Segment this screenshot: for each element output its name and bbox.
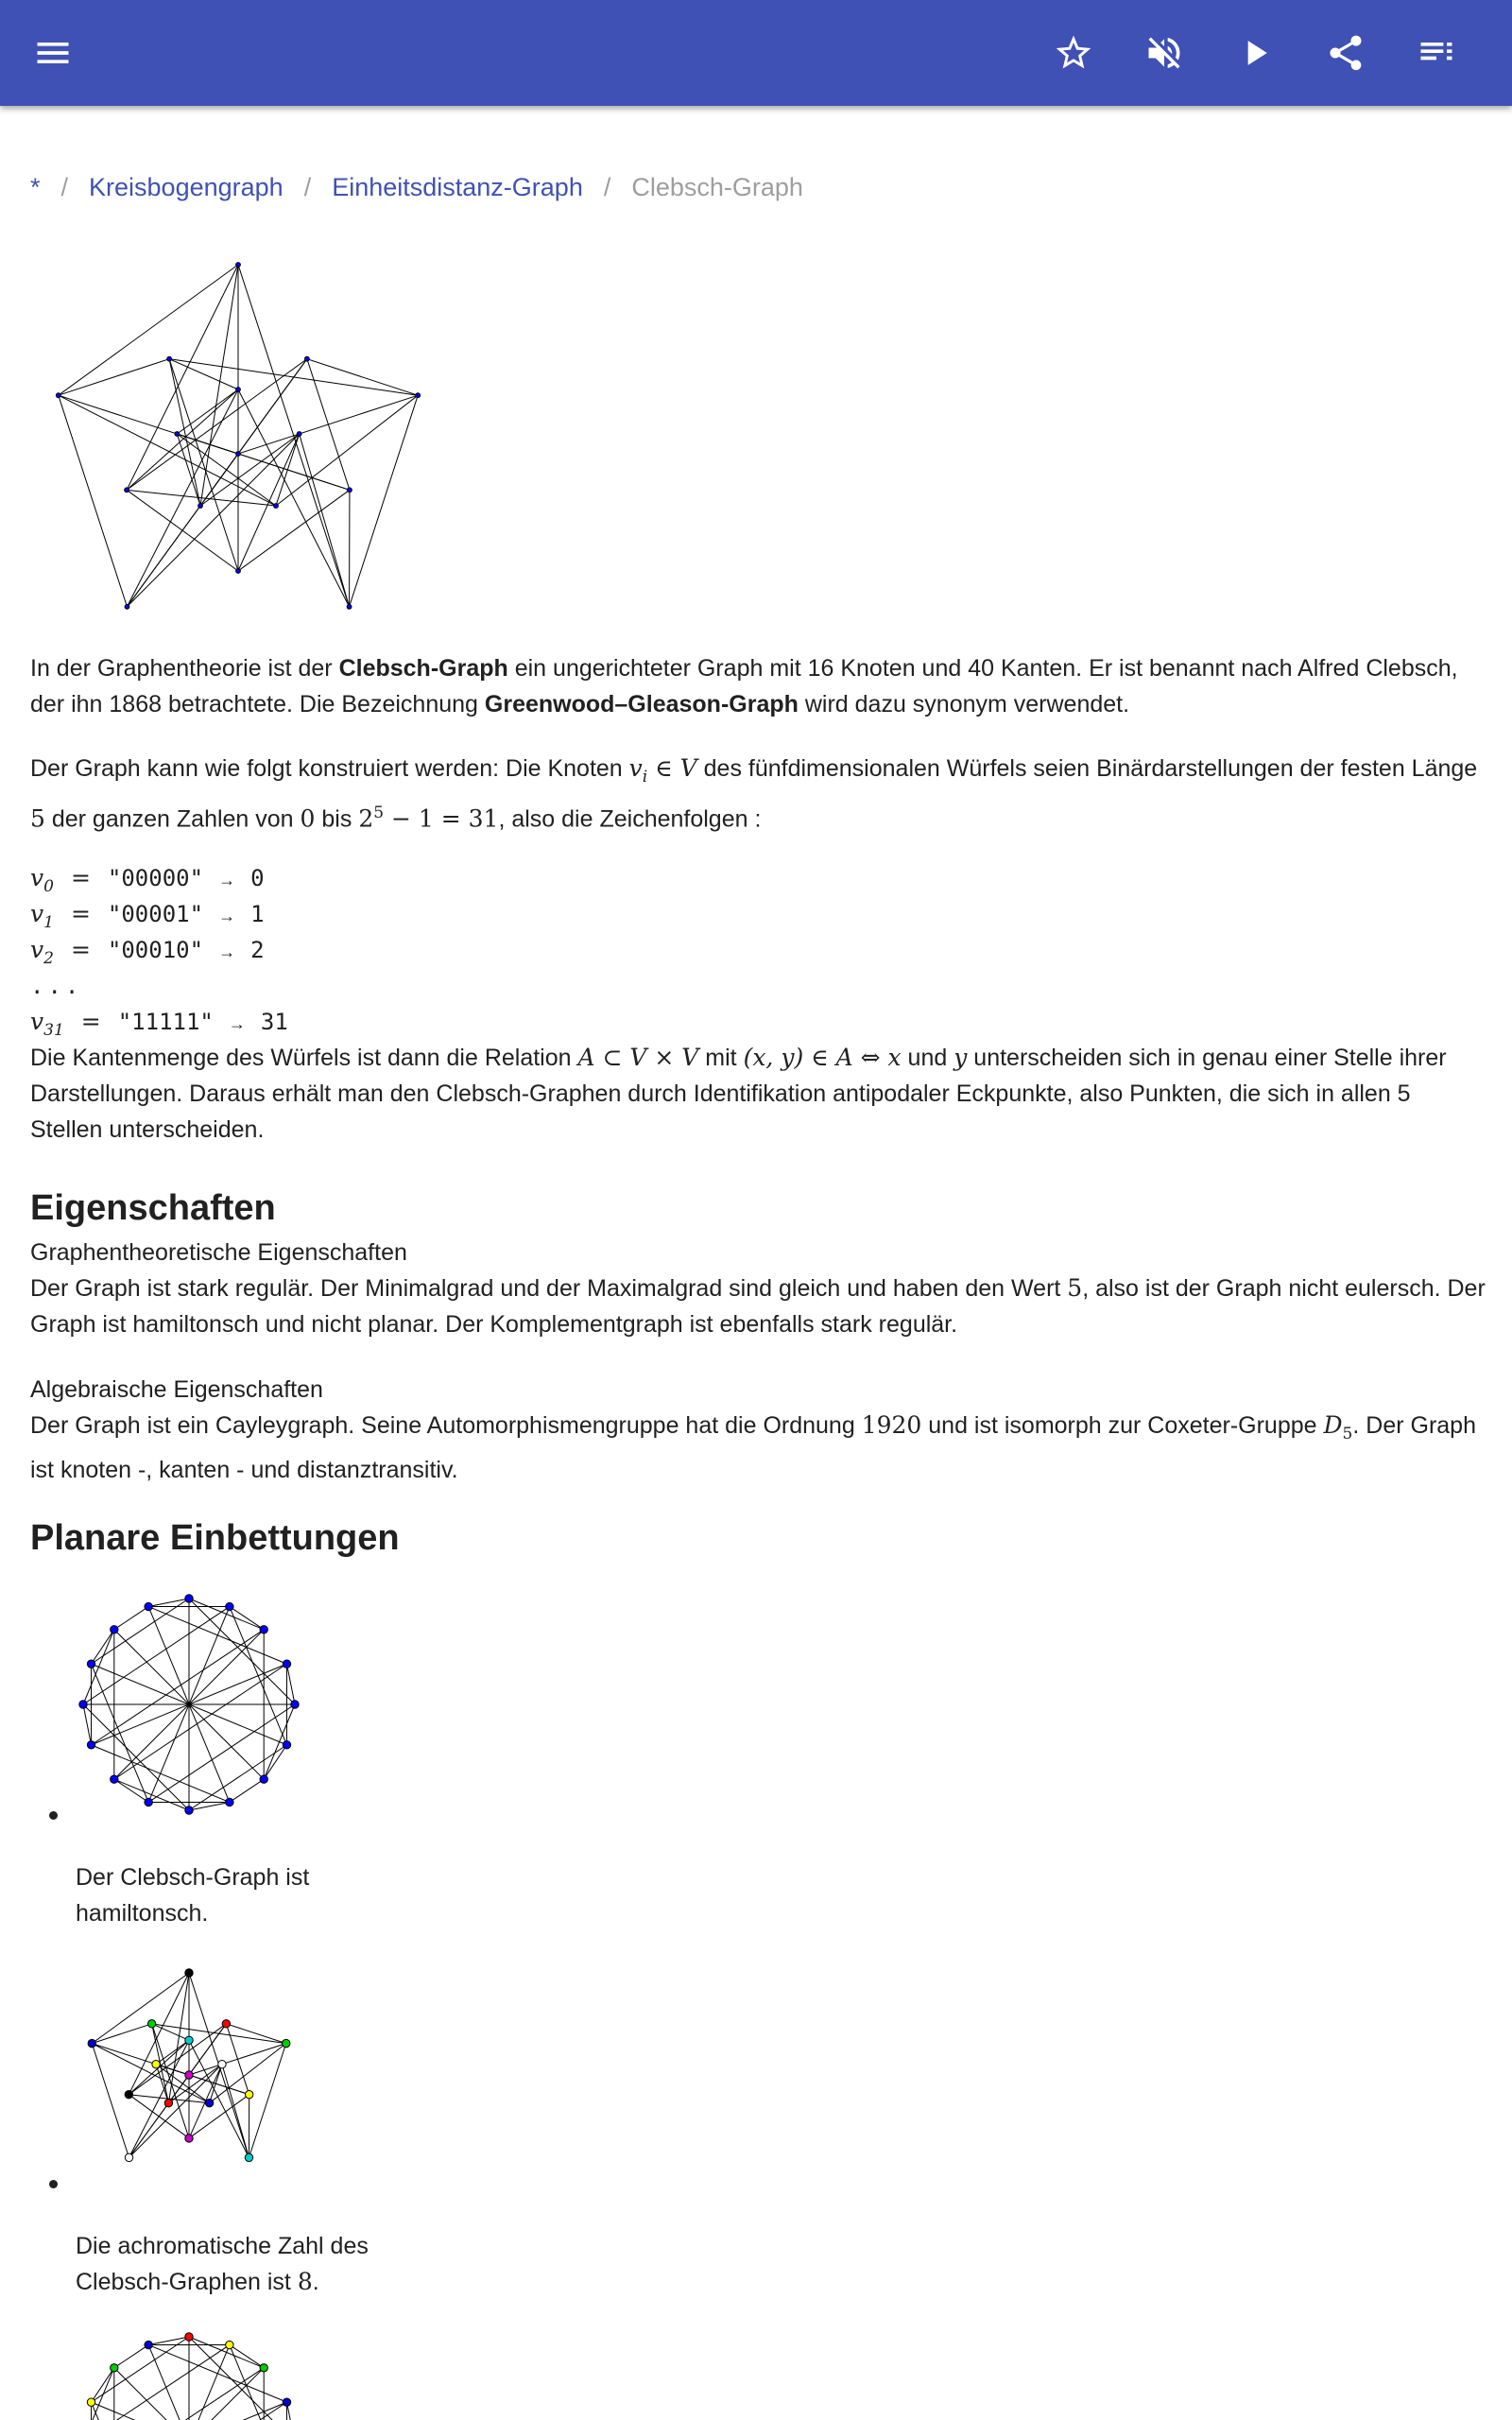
graph-edge [92, 1745, 230, 1803]
graph-edge [200, 434, 300, 506]
graph-edge [59, 359, 169, 396]
graph-node [145, 1602, 152, 1610]
graph-edge [238, 265, 350, 607]
graph-node [111, 1626, 118, 1634]
graph-node [260, 2364, 267, 2372]
graph-node [125, 488, 129, 493]
graph-edge [307, 359, 350, 491]
graph-node [175, 432, 180, 437]
graph-node [79, 1701, 87, 1708]
graph-edge [189, 1745, 286, 1810]
list-bullet [49, 2180, 58, 2188]
graph-edge [92, 2368, 114, 2402]
subheading-algebraic: Algebraische Eigenschaften [30, 1376, 323, 1403]
breadcrumb-separator: / [303, 173, 312, 201]
graph-edge [238, 389, 350, 607]
graph-edge [156, 2065, 210, 2103]
graph-edge [59, 395, 276, 506]
graph-edge [83, 1630, 114, 1704]
gallery-caption: Die achromatische Zahl des Clebsch-Graphen ist 8. [76, 2233, 369, 2295]
graph-edge [114, 1779, 189, 1810]
graph-node [283, 2398, 290, 2406]
clebsch-graph-image[interactable] [28, 244, 449, 641]
gallery-caption: Der Clebsch-Graph ist hamiltonsch. [76, 1864, 310, 1927]
graph-edge [127, 265, 238, 490]
graph-edge [264, 1745, 286, 1779]
graph-edge [92, 1630, 114, 1664]
menu-icon[interactable] [26, 26, 79, 79]
construction-paragraph: Der Graph kann wie folgt konstruiert werden: Die Knoten $v_i$ ∈ V des fünfdimensionalen Würfels seien Binärdarstellungen der festen Länge 5 der ganzen Zahlen von 0 bis $2^5 - 1 = 31$, also die Zeichenfolgen : [30, 754, 1478, 833]
graph-node [283, 2039, 290, 2047]
section-heading-eigenschaften: Eigenschaften [30, 1188, 276, 1228]
graph-node [226, 1602, 233, 1610]
graph-node [87, 1660, 94, 1668]
graph-edge [92, 2337, 189, 2402]
subheading-graph-theoretic: Graphentheoretische Eigenschaften [30, 1239, 407, 1266]
volume-off-icon[interactable] [1138, 26, 1191, 79]
breadcrumb-current: Clebsch-Graph [631, 173, 803, 201]
graph-node [274, 504, 279, 509]
graph-edge [152, 2024, 189, 2138]
graph-node [125, 604, 129, 609]
graph-node [236, 388, 241, 392]
graph-node [185, 2036, 193, 2044]
graph-node [152, 2060, 160, 2067]
graph-node [167, 356, 172, 361]
graph-node [125, 2153, 132, 2161]
hamiltonian-embedding-image[interactable] [76, 1591, 302, 1816]
graph-node [111, 2364, 118, 2372]
graph-node [283, 1660, 290, 1668]
graph-node [416, 393, 421, 398]
graph-edge [249, 2044, 285, 2158]
sequence-line: $v_{31}$ = "11111" → 31 [30, 1008, 288, 1040]
sequence-line: $v_0$ = "00000" → 0 [30, 864, 265, 896]
graph-edge [226, 2024, 285, 2044]
sequence-line: $v_1$ = "00001" → 1 [30, 900, 265, 932]
graph-node [236, 569, 241, 574]
graph-node [56, 393, 60, 398]
graph-edge [83, 1607, 230, 1704]
graph-edge [200, 265, 238, 506]
graph-node [226, 1798, 233, 1806]
graph-edge [59, 265, 238, 395]
graph-edge [286, 1664, 295, 1704]
breadcrumb-separator: / [603, 173, 611, 201]
breadcrumb-kreisbogengraph[interactable]: Kreisbogengraph [89, 173, 284, 201]
graph-edge [129, 2095, 189, 2138]
graph-edge [168, 2065, 222, 2103]
graph-edge [83, 1704, 92, 1745]
graph-node [185, 1806, 193, 1814]
graph-edge [83, 2345, 230, 2420]
graph-node [125, 2090, 132, 2098]
graph-node [185, 2135, 193, 2142]
graph-node [347, 604, 352, 609]
graph-node [304, 356, 309, 361]
graph-node [297, 432, 301, 437]
graph-node [291, 1701, 299, 1708]
graph-node [88, 2039, 95, 2047]
graph-node [260, 1626, 267, 1634]
graph-edge [300, 434, 350, 607]
graph-node [145, 1798, 152, 1806]
graph-node [222, 2020, 230, 2028]
achromatic-coloring-image[interactable] [76, 1962, 302, 2174]
star-outline-icon[interactable] [1047, 26, 1100, 79]
graph-edge [189, 2040, 249, 2157]
breadcrumb [30, 166, 803, 208]
share-icon[interactable] [1319, 26, 1372, 79]
graph-edge [83, 2368, 114, 2420]
graph-edge [307, 359, 418, 396]
graph-node [185, 2071, 193, 2079]
graph-edge [114, 2345, 148, 2368]
graph-node [260, 1775, 267, 1783]
graph-edge [350, 395, 419, 607]
third-embedding-image[interactable] [76, 2329, 302, 2420]
graph-edge [127, 490, 238, 571]
graph-node [164, 2100, 172, 2107]
graph-edge [59, 395, 128, 607]
graph-node [236, 263, 241, 268]
edges-paragraph: Die Kantenmenge des Würfels ist dann die Relation A ⊂ V × V mit (x, y) ∈ A ⇔ x und y unterscheiden sich in genau einer Stelle ihrer Darstellungen. Daraus erhält man den Clebsch-Graphen durch Identifikation antipodaler Eckpunkte, also Punkten, die sich in allen 5 Stellen unterscheiden. [30, 1044, 1447, 1143]
breadcrumb-separator: / [60, 173, 69, 201]
graph-edge [169, 359, 200, 506]
graph-edge [238, 490, 350, 571]
graph-edge [129, 1973, 189, 2095]
intro-paragraph: In der Graphentheorie ist der Clebsch-Graph ein ungerichteter Graph mit 16 Knoten und 40 Kanten. Er ist benannt nach Alfred Clebsch, der ihn 1868 betrachtete. Die Bezeichnung Greenwood–Gleason-Graph wird dazu synonym verwendet. [30, 655, 1458, 717]
graph-edge [177, 434, 276, 506]
graph-edge [127, 389, 238, 490]
graph-node [185, 1595, 193, 1602]
breadcrumb-einheitsdistanz-graph[interactable]: Einheitsdistanz-Graph [332, 173, 583, 201]
play-icon[interactable] [1228, 26, 1281, 79]
graph-node [348, 488, 352, 493]
graph-edge [114, 1607, 148, 1630]
list-bullet [49, 1811, 58, 1820]
graph-edge [92, 2024, 151, 2044]
term-greenwood-gleason-graph: Greenwood–Gleason-Graph [484, 691, 799, 717]
graph-node [185, 2333, 193, 2341]
algebraic-paragraph: Der Graph ist ein Cayleygraph. Seine Automorphismengruppe hat die Ordnung 1920 und ist isomorph zur Coxeter-Gruppe $D_5$. Der Graph ist knoten -, kanten - und distanztransitiv. [30, 1411, 1476, 1483]
term-clebsch-graph: Clebsch-Graph [338, 655, 508, 682]
app-bar [0, 0, 1512, 106]
graph-edge [230, 1779, 264, 1802]
graph-node [205, 2100, 213, 2107]
sequence-ellipsis: ... [30, 973, 83, 999]
section-heading-planare-einbettungen: Planare Einbettungen [30, 1518, 400, 1558]
graph-edge [92, 2044, 129, 2158]
graph-node [111, 1775, 118, 1783]
graph-theoretic-paragraph: Der Graph ist stark regulär. Der Minimalgrad und der Maximalgrad sind gleich und haben den Wert 5, also ist der Graph nicht eulersch. Der Graph ist hamiltonsch und nicht planar. Der Komplementgraph ist ebenfalls stark regulär. [30, 1274, 1486, 1338]
playlist-icon[interactable] [1410, 26, 1463, 79]
graph-edge [226, 2024, 249, 2095]
graph-node [145, 2341, 152, 2348]
graph-node [245, 2153, 252, 2161]
graph-node [198, 504, 203, 509]
graph-node [87, 1741, 94, 1749]
graph-node [147, 2020, 155, 2028]
graph-node [236, 452, 241, 457]
breadcrumb-home[interactable]: * [30, 173, 41, 201]
graph-edge [148, 1704, 295, 1802]
graph-edge [169, 359, 238, 571]
graph-node [245, 2090, 252, 2098]
graph-node [185, 1969, 193, 1977]
graph-node [283, 1741, 290, 1749]
graph-node [226, 2341, 233, 2348]
graph-edge [92, 1973, 189, 2044]
graph-node [87, 2398, 94, 2406]
graph-edge [92, 1599, 189, 1664]
graph-node [218, 2060, 226, 2067]
sequence-line: $v_2$ = "00010" → 2 [30, 936, 265, 968]
